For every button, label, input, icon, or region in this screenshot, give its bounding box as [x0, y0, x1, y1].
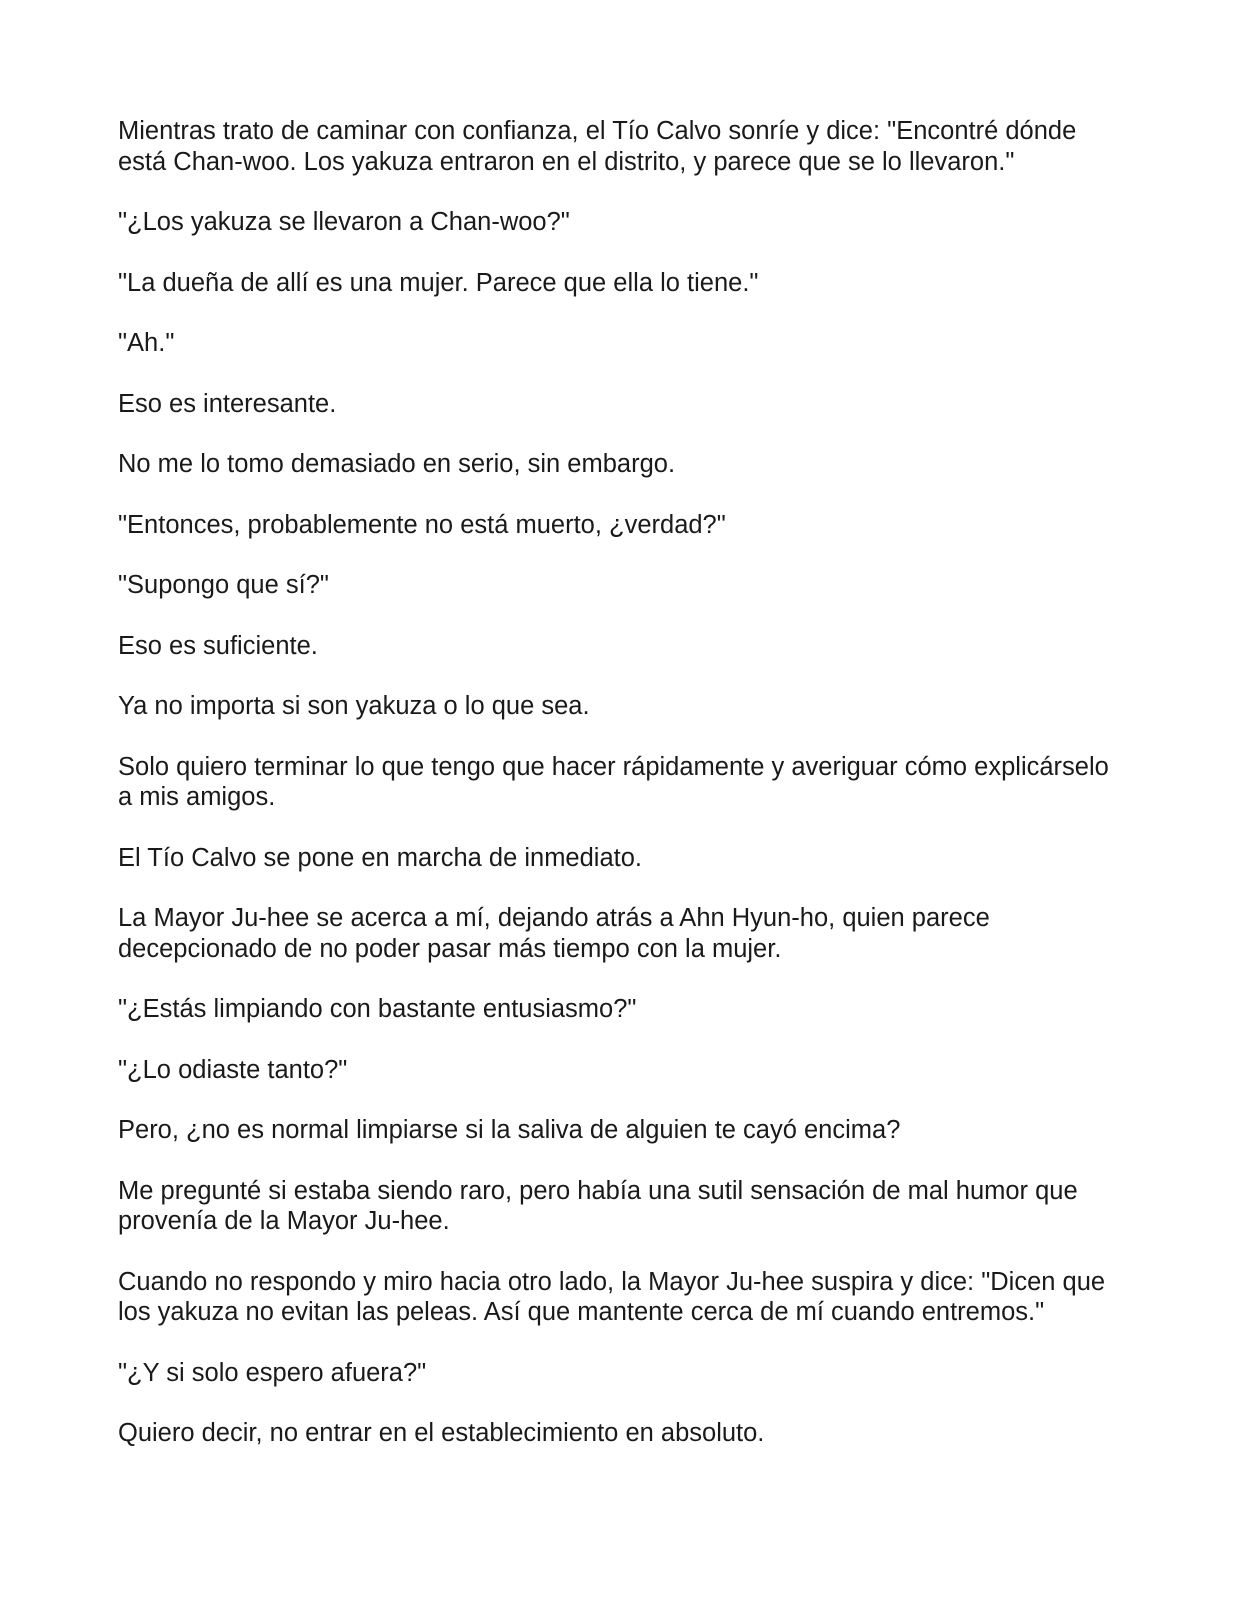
document-body	[118, 116, 1118, 1479]
paragraph: Ya no importa si son yakuza o lo que sea.	[118, 692, 590, 720]
paragraph: "¿Y si solo espero afuera?"	[118, 1358, 427, 1387]
paragraph: Me pregunté si estaba siendo raro, pero había una sutil sensación de mal humor que provenía de la Mayor Ju-hee.	[118, 1176, 1078, 1235]
paragraph: "¿Lo odiaste tanto?"	[118, 1055, 348, 1084]
paragraph: Mientras trato de caminar con confianza, el Tío Calvo sonríe y dice: "Encontré dónde está Chan-woo. Los yakuza entraron en el distrito, y parece que se lo llevaron."	[118, 117, 1077, 176]
paragraph: "Entonces, probablemente no está muerto, ¿verdad?"	[118, 510, 726, 539]
paragraph: "La dueña de allí es una mujer. Parece que ella lo tiene."	[118, 268, 759, 297]
paragraph: Quiero decir, no entrar en el establecimiento en absoluto.	[118, 1419, 765, 1447]
paragraph: La Mayor Ju-hee se acerca a mí, dejando atrás a Ahn Hyun-ho, quien parece decepcionado de no poder pasar más tiempo con la mujer.	[118, 904, 990, 963]
paragraph: Cuando no respondo y miro hacia otro lado, la Mayor Ju-hee suspira y dice: "Dicen que los yakuza no evitan las peleas. Así que mantente cerca de mí cuando entremos."	[118, 1267, 1106, 1326]
paragraph: Eso es interesante.	[118, 389, 337, 418]
paragraph: "Supongo que sí?"	[118, 571, 329, 599]
paragraph: Pero, ¿no es normal limpiarse si la saliva de alguien te cayó encima?	[118, 1116, 901, 1144]
paragraph: El Tío Calvo se pone en marcha de inmediato.	[118, 843, 642, 872]
paragraph: "¿Los yakuza se llevaron a Chan-woo?"	[118, 208, 570, 236]
paragraph: "¿Estás limpiando con bastante entusiasmo?"	[118, 995, 637, 1023]
paragraph: Solo quiero terminar lo que tengo que hacer rápidamente y averiguar cómo explicárselo a mis amigos.	[118, 752, 1109, 811]
paragraph: "Ah."	[118, 329, 175, 357]
paragraph: No me lo tomo demasiado en serio, sin embargo.	[118, 450, 676, 478]
paragraph: Eso es suficiente.	[118, 631, 318, 660]
